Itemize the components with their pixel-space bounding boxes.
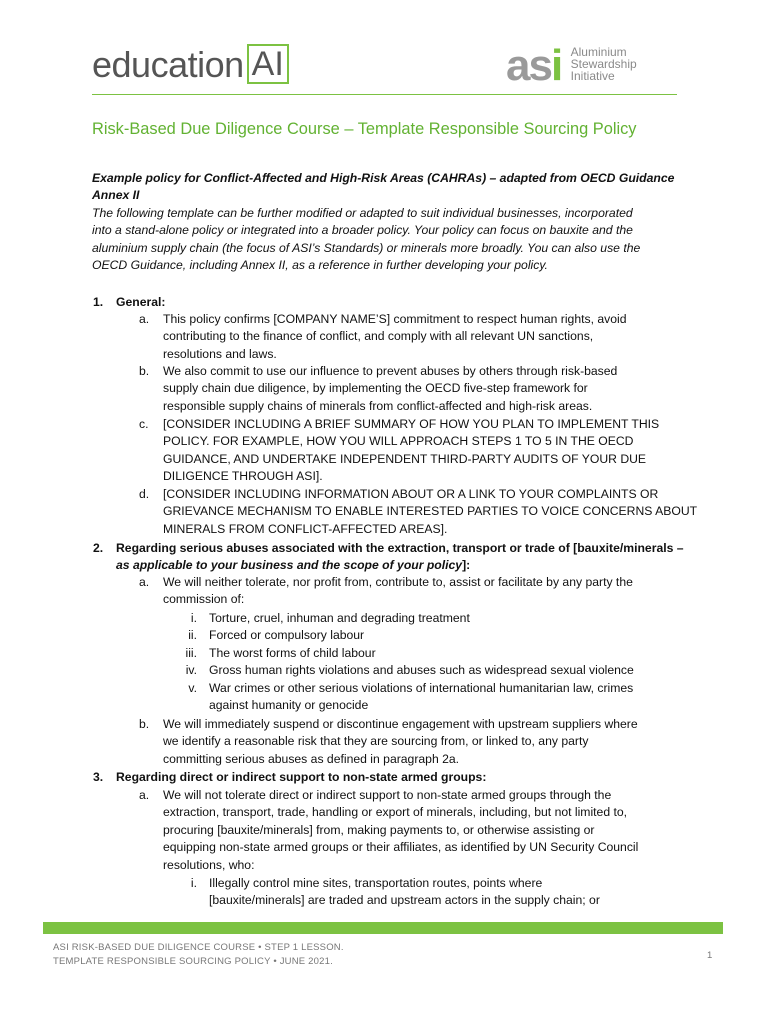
header-divider	[92, 94, 677, 95]
item-label: a.	[139, 575, 150, 589]
item-label: d.	[139, 487, 150, 501]
section-3-heading: Regarding direct or indirect support to non-state armed groups:	[116, 770, 487, 784]
roman-label: iv.	[185, 663, 197, 677]
section-2b-text: We will immediately suspend or discontinue engagement with upstream suppliers where we identify a reasonable risk that they are sourcing from, or linked to, any party committing serious abuses as defined in paragraph 2a.	[163, 717, 638, 766]
section-1b-text: We also commit to use our influence to prevent abuses by others through risk-based supply chain due diligence, by implementing the OECD five-step framework for responsible supply chains of minerals from conflict-affected and high-risk areas.	[163, 364, 618, 413]
section-2a-iii-text: The worst forms of child labour	[209, 646, 376, 660]
item-label: b.	[139, 717, 150, 731]
footer-line-2: TEMPLATE RESPONSIBLE SOURCING POLICY • JUNE 2021.	[53, 956, 333, 967]
section-2-heading: Regarding serious abuses associated with the extraction, transport or trade of [bauxite/minerals – as applicable to your business and the scope of your policy]:	[116, 541, 684, 573]
roman-label: iii.	[185, 646, 197, 660]
asi-logo-mark: asi	[506, 41, 562, 90]
section-2-number: 2.	[93, 541, 104, 555]
intro-paragraph: The following template can be further modified or adapted to suit individual businesses, incorporated into a stand-alone policy or integrated into a broader policy. Your policy can focus on bauxite and the aluminium supply chain (the focus of ASI’s Standards) or minerals more broadly. You can also use the OECD Guidance, including Annex II, as a reference in further developing your policy.	[92, 206, 641, 273]
asi-logo	[506, 41, 637, 90]
section-1a-text: This policy confirms [COMPANY NAME’S] commitment to respect human rights, avoid contributing to the finance of conflict, and comply with all relevant UN sanctions, resolutions and laws.	[163, 312, 627, 361]
section-2a-iv-text: Gross human rights violations and abuses such as widespread sexual violence	[209, 663, 634, 677]
educationai-logo	[92, 44, 289, 86]
section-3a-i-text: Illegally control mine sites, transportation routes, points where [bauxite/minerals] are traded and upstream actors in the supply chain; or	[209, 876, 600, 908]
footer-bar	[43, 922, 723, 934]
section-2a-ii-text: Forced or compulsory labour	[209, 628, 365, 642]
roman-label: i.	[190, 611, 197, 625]
asi-logo-name: Aluminium Stewardship Initiative	[570, 45, 637, 83]
logo-ai-box: AI	[247, 44, 289, 84]
section-3a-text: We will not tolerate direct or indirect support to non-state armed groups through the extraction, transport, trade, handling or export of minerals, including, but not limited to, procuring [bauxite/minerals] from, making payments to, or otherwise assisting or equipping non-state armed groups or their affiliates, as identified by UN Security Council resolutions, who:	[163, 788, 639, 872]
roman-label: v.	[188, 681, 197, 695]
section-1-number: 1.	[93, 295, 104, 309]
roman-label: i.	[190, 876, 197, 890]
section-3-number: 3.	[93, 770, 104, 784]
footer-line-1: ASI RISK-BASED DUE DILIGENCE COURSE • STEP 1 LESSON.	[53, 942, 344, 953]
section-1d-text: [CONSIDER INCLUDING INFORMATION ABOUT OR A LINK TO YOUR COMPLAINTS OR GRIEVANCE MECHANISM TO ENABLE INTERESTED PARTIES TO VOICE CONCERNS ABOUT MINERALS FROM CONFLICT-AFFECTED AREAS].	[163, 487, 698, 536]
item-label: b.	[139, 364, 150, 378]
section-1-heading: General:	[116, 295, 166, 309]
section-1c-text: [CONSIDER INCLUDING A BRIEF SUMMARY OF HOW YOU PLAN TO IMPLEMENT THIS POLICY. FOR EXAMPLE, HOW YOU WILL APPROACH STEPS 1 TO 5 IN THE OECD GUIDANCE, AND UNDERTAKE INDEPENDENT THIRD-PARTY AUDITS OF YOUR DUE DILIGENCE THROUGH ASI].	[163, 417, 660, 484]
section-2a-i-text: Torture, cruel, inhuman and degrading treatment	[209, 611, 470, 625]
item-label: a.	[139, 788, 150, 802]
section-2a-text: We will neither tolerate, nor profit from, contribute to, assist or facilitate by any party the commission of:	[163, 575, 633, 607]
roman-label: ii.	[188, 628, 197, 642]
document-title: Risk-Based Due Diligence Course – Template Responsible Sourcing Policy	[92, 120, 637, 138]
intro-heading: Example policy for Conflict-Affected and High-Risk Areas (CAHRAs) – adapted from OECD Guidance Annex II	[92, 171, 675, 203]
logo-word: education	[92, 44, 244, 85]
item-label: a.	[139, 312, 150, 326]
item-label: c.	[139, 417, 149, 431]
section-2a-v-text: War crimes or other serious violations of international humanitarian law, crimes against humanity or genocide	[209, 681, 634, 713]
page-number: 1	[707, 950, 713, 961]
